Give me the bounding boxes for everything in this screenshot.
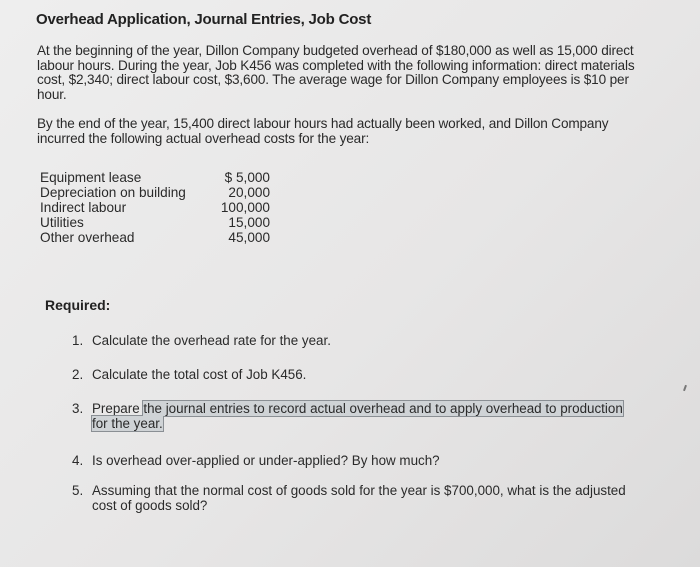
question-text: Is overhead over-applied or under-applied? By how much? <box>92 453 440 468</box>
required-heading: Required: <box>45 297 111 313</box>
question-number: 2. <box>72 367 84 382</box>
highlighted-text: the journal entries to record actual overhead and to apply overhead to production for the year. <box>92 401 623 431</box>
cost-row-depreciation <box>40 185 270 200</box>
cost-amount: 100,000 <box>220 200 270 215</box>
cost-label: Depreciation on building <box>40 185 186 200</box>
cost-row-utilities <box>40 215 270 230</box>
cost-amount: 20,000 <box>228 185 270 200</box>
stray-mark <box>683 385 687 391</box>
question-text: Assuming that the normal cost of goods sold for the year is $700,000, what is the adjusted cost of goods sold? <box>92 483 626 513</box>
question-text: Calculate the total cost of Job K456. <box>92 367 307 382</box>
cost-label: Equipment lease <box>40 170 142 185</box>
question-2 <box>72 367 632 382</box>
question-text: Calculate the overhead rate for the year. <box>92 333 331 348</box>
cost-label: Other overhead <box>40 230 135 245</box>
question-4 <box>72 453 632 468</box>
question-3 <box>72 401 632 431</box>
question-text <box>92 401 632 431</box>
overhead-costs-table <box>40 170 270 245</box>
cost-row-equipment-lease <box>40 170 270 185</box>
question-number: 5. <box>72 483 84 498</box>
page-title: Overhead Application, Journal Entries, Job Cost <box>36 11 372 28</box>
question-number: 1. <box>72 333 84 348</box>
cost-row-other-overhead <box>40 230 270 245</box>
question-text-plain: Prepare <box>92 401 144 416</box>
cost-label: Utilities <box>40 215 84 230</box>
question-number: 4. <box>72 453 84 468</box>
intro-paragraph: At the beginning of the year, Dillon Company budgeted overhead of $180,000 as well as 15,000 direct labour hours. During the year, Job K456 was completed with the following information: direct materials cost, $2,340; direct labour cost, $3,600. The average wage for Dillon Company employees is $10 per hour. <box>37 43 635 102</box>
cost-amount: 45,000 <box>228 230 270 245</box>
cost-amount: 15,000 <box>228 215 270 230</box>
cost-amount: $ 5,000 <box>224 170 270 185</box>
question-number: 3. <box>72 401 84 416</box>
cost-label: Indirect labour <box>40 200 127 215</box>
question-1 <box>72 333 632 348</box>
actual-hours-paragraph: By the end of the year, 15,400 direct labour hours had actually been worked, and Dillon Company incurred the following actual overhead costs for the year: <box>37 116 609 146</box>
cost-row-indirect-labour <box>40 200 270 215</box>
question-5 <box>72 483 632 513</box>
